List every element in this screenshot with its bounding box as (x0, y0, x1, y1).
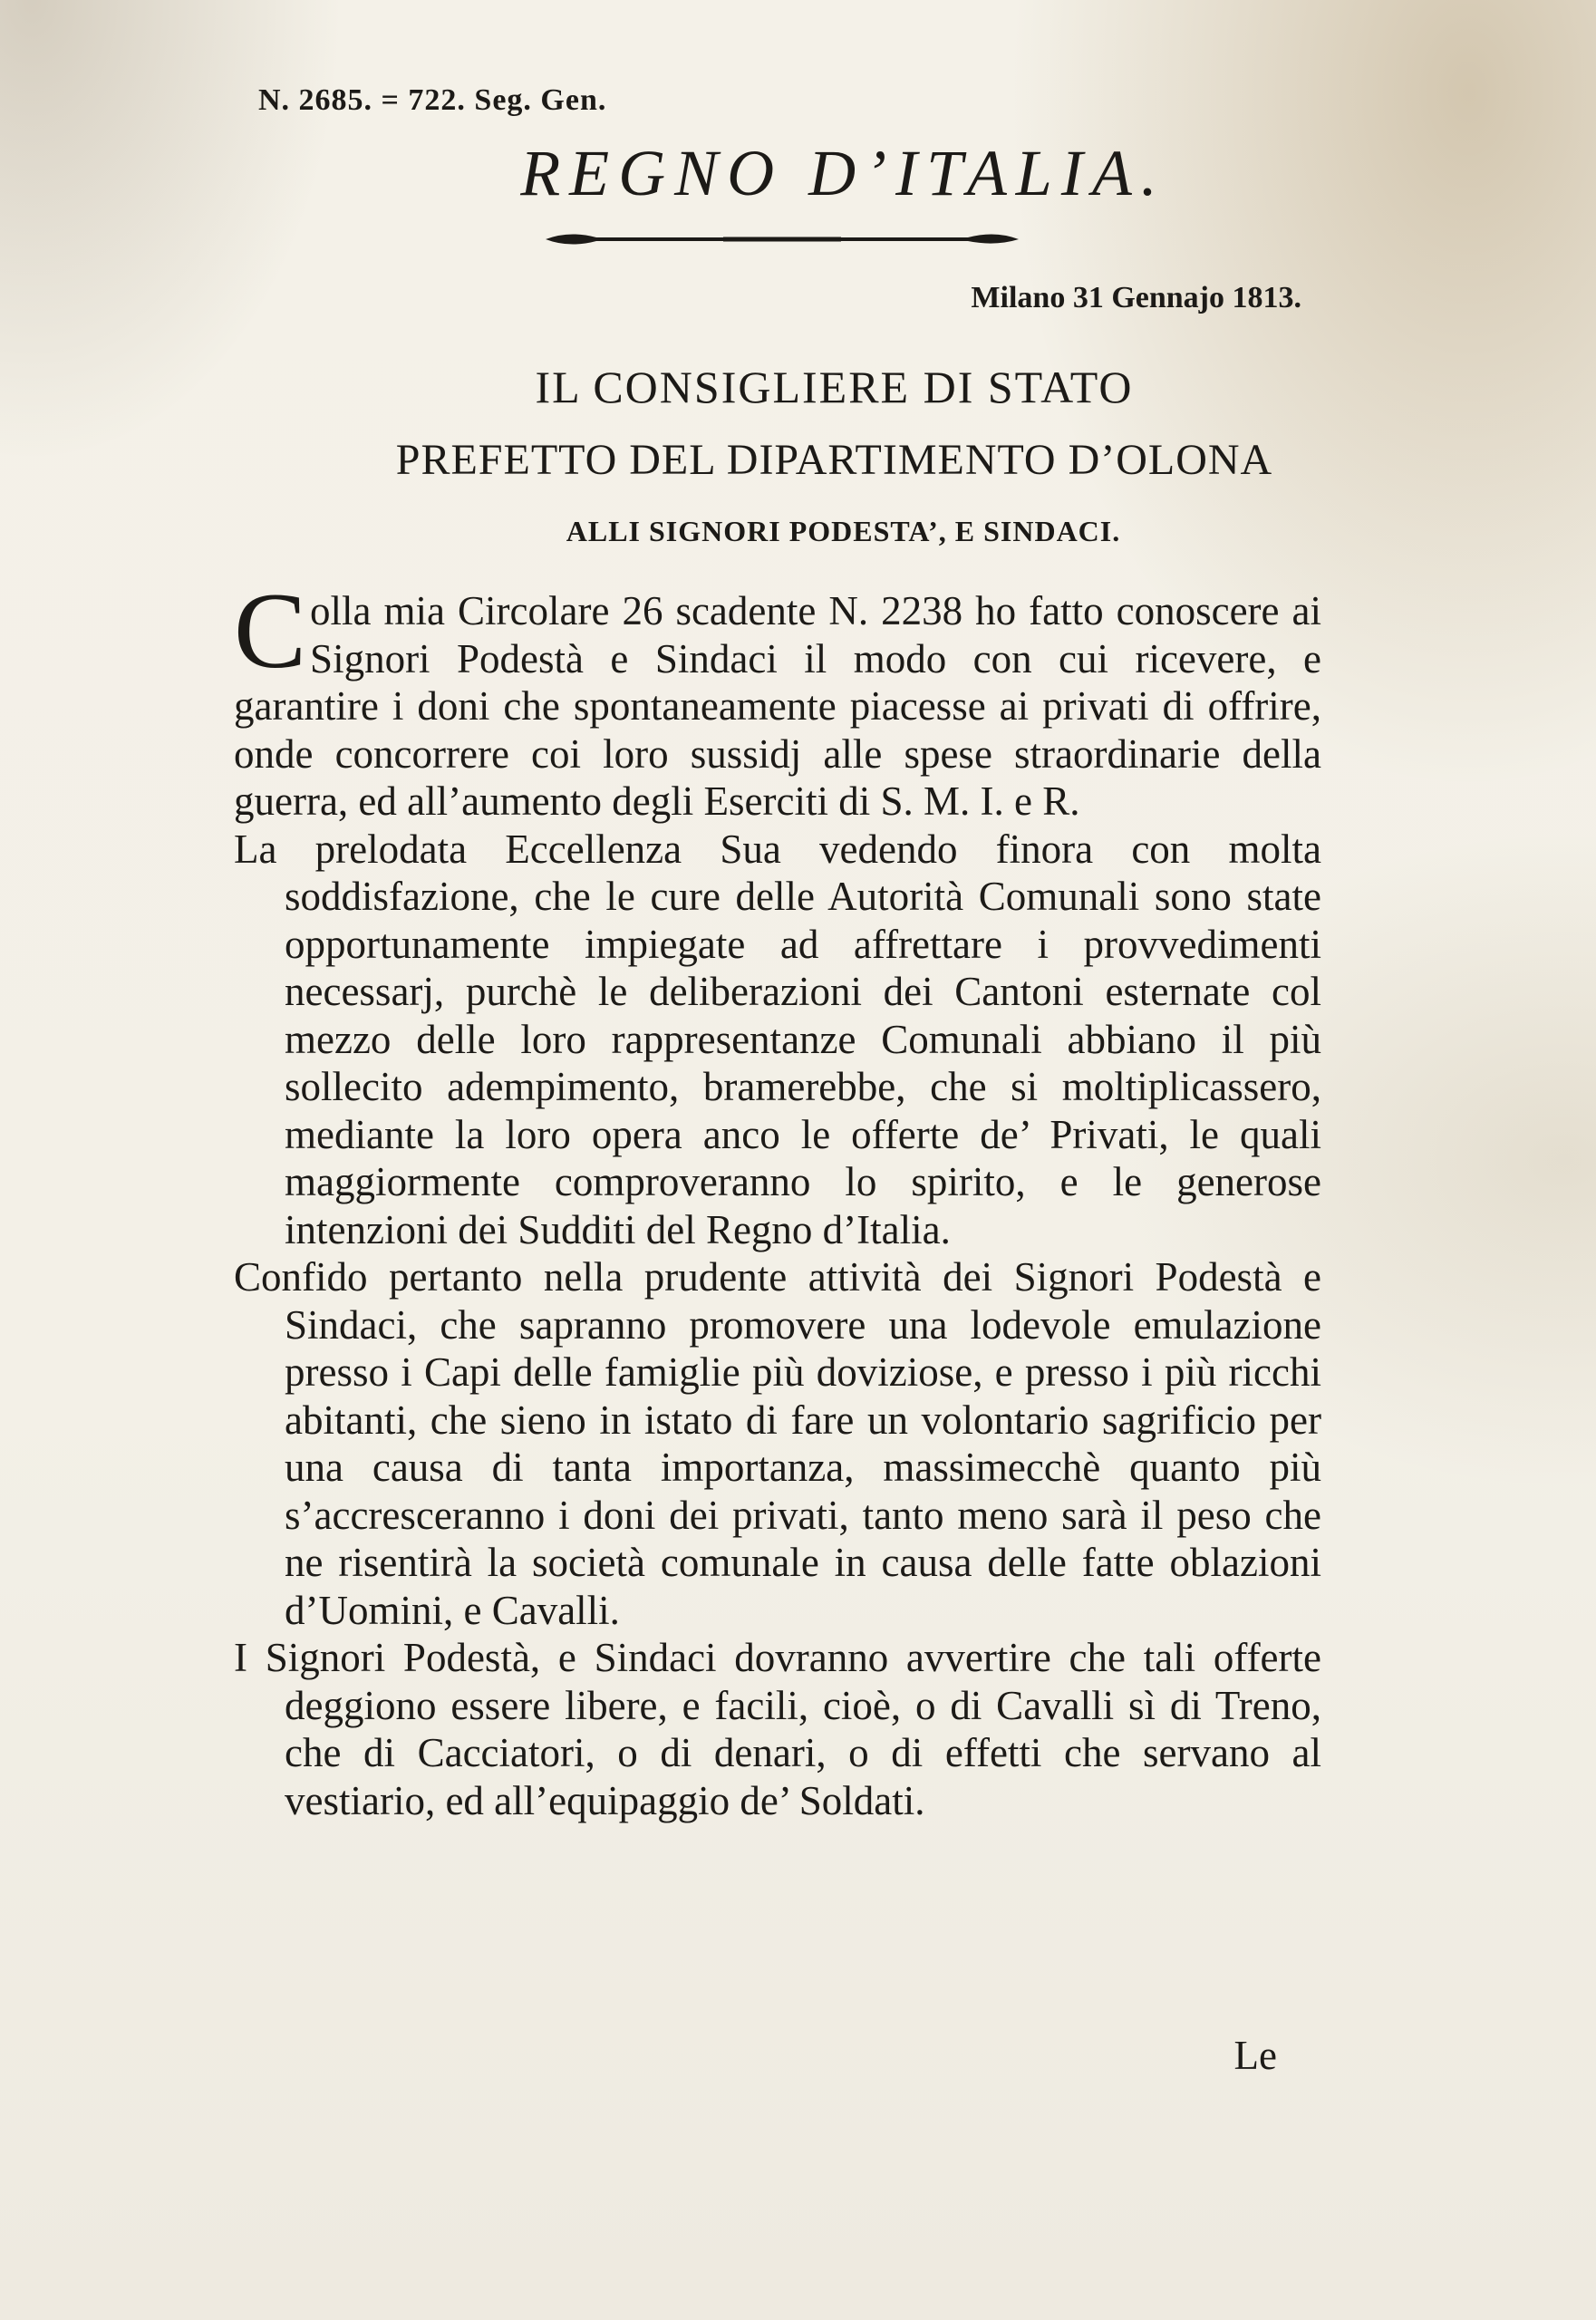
issuer-title: IL CONSIGLIERE DI STATO (535, 362, 1134, 412)
addressees: ALLI SIGNORI PODESTA’, E SINDACI. (566, 515, 1121, 547)
paragraph-1 (234, 570, 1321, 826)
ornamental-rule (542, 227, 1022, 252)
issuer-office: PREFETTO DEL DIPARTIMENTO D’OLONA (395, 436, 1273, 484)
dateline: Milano 31 Gennajo 1813. (971, 281, 1301, 314)
catchword: Le (1233, 2033, 1277, 2078)
drop-cap: C (234, 570, 307, 691)
kingdom-heading: REGNO D’ITALIA. (520, 137, 1166, 209)
paragraph-2: La prelodata Eccellenza Sua vedendo finora con molta soddisfazione, che le cure delle Autorità Comunali sono state opportunamente impiegate ad affrettare i provvedimenti necessarj, purchè le deliberazioni dei Cantoni esternate col mezzo delle loro rappresentanze Comunali abbiano il più sollecito adempimento, bramerebbe, che si moltiplicassero, mediante la loro opera anco le offerte de’ Privati, le quali maggiormente comproveranno lo spirito, e le generose intenzioni dei Sudditi del Regno d’Italia. (234, 826, 1321, 1252)
protocol-number: N. 2685. = 722. Seg. Gen. (258, 83, 607, 117)
circular-body (234, 570, 1321, 1824)
paragraph-1-text: olla mia Circolare 26 scadente N. 2238 ho fatto conoscere ai Signori Podestà e Sindaci il modo con cui ricevere, e garantire i doni che spontaneamente piacesse ai privati di offrire, onde concorrere coi loro sussidj alle spese straordinarie della guerra, ed all’aumento degli Eserciti di S. M. I. e R. (234, 588, 1321, 824)
paragraph-4: I Signori Podestà, e Sindaci dovranno avvertire che tali offerte deggiono essere libere, e facili, cioè, o di Cavalli sì di Treno, che di Cacciatori, o di denari, o di effetti che servano al vestiario, ed all’equipaggio de’ Soldati. (234, 1635, 1321, 1823)
paragraph-3: Confido pertanto nella prudente attività dei Signori Podestà e Sindaci, che sapranno promovere una lodevole emulazione presso i Capi delle famiglie più doviziose, e presso i più ricchi abitanti, che sieno in istato di fare un volontario sagrificio per una causa di tanta importanza, massimecchè quanto più s’accresceranno i doni dei privati, tanto meno sarà il peso che ne risentirà la società comunale in causa delle fatte oblazioni d’Uomini, e Cavalli. (234, 1254, 1321, 1633)
